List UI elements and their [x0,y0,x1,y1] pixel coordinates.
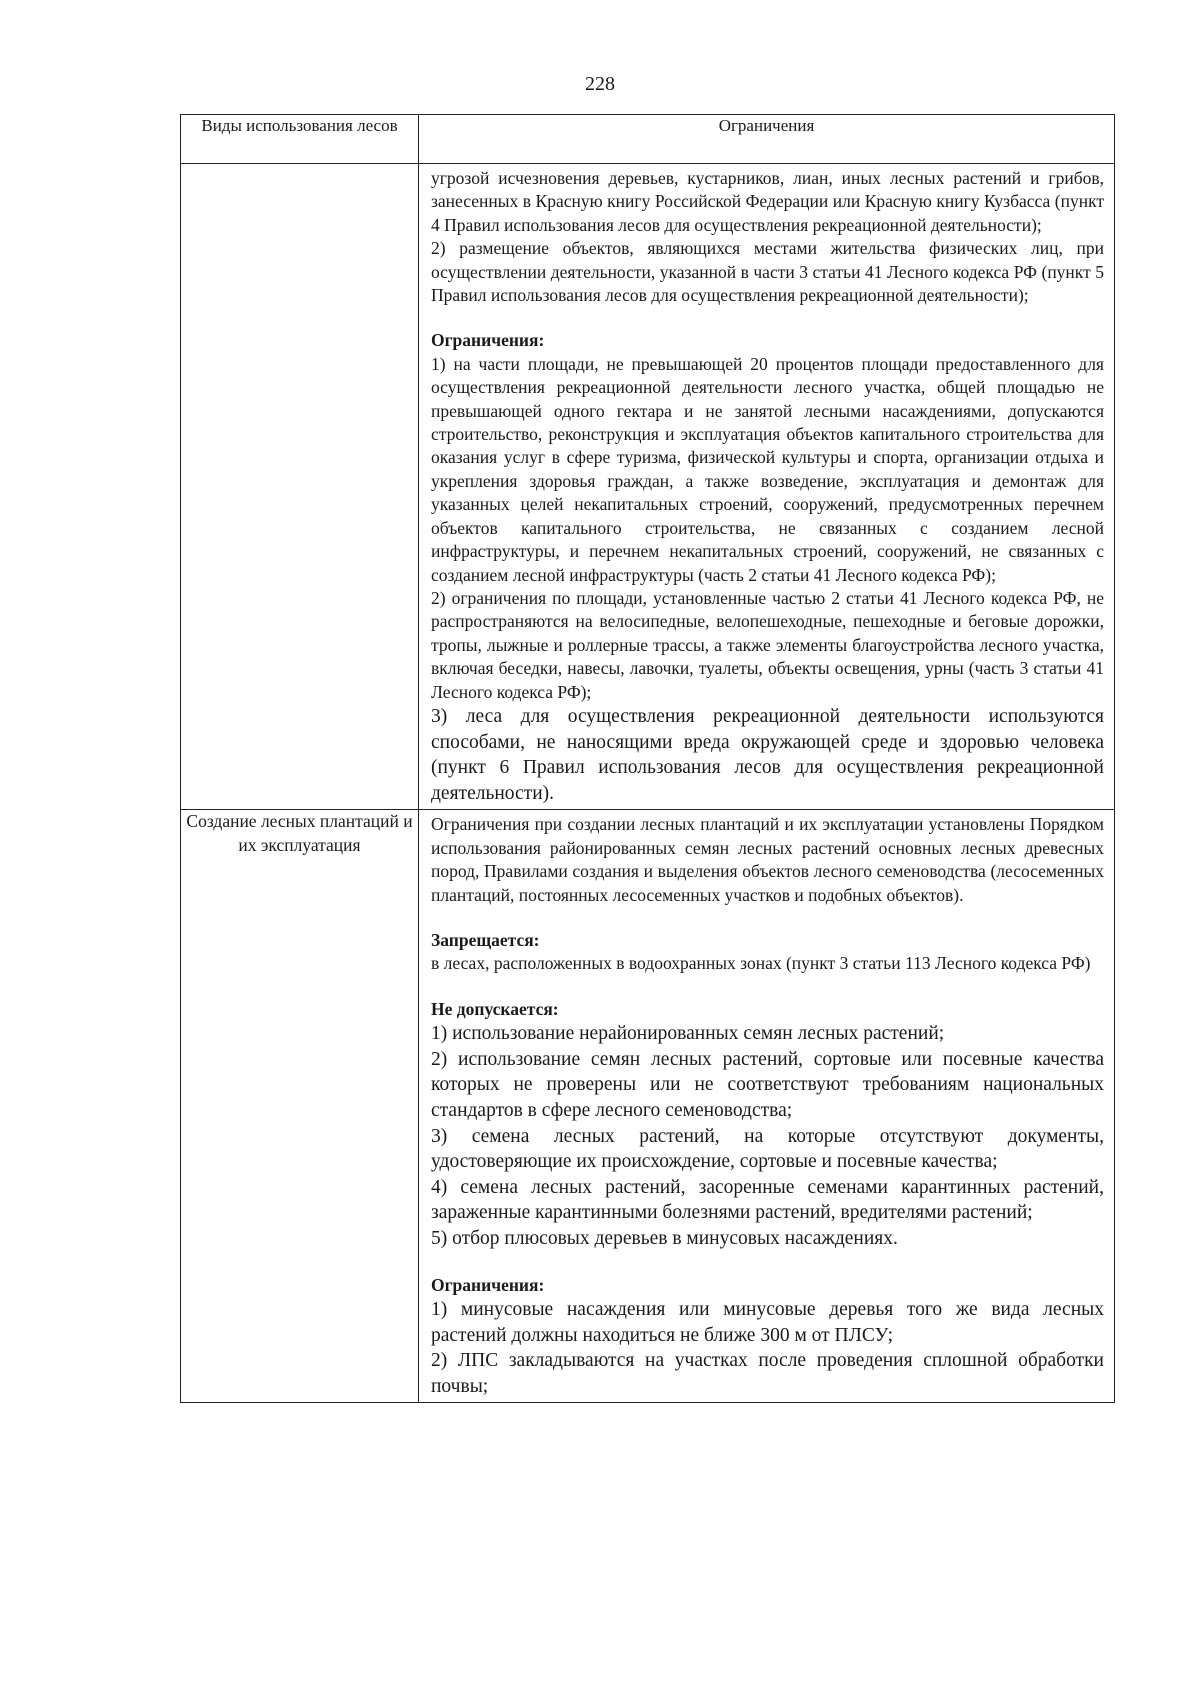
paragraph: 3) леса для осуществления рекреационной деятельности используются способами, не наносящими вреда окружающей среде и здоровью человека (пункт 6 Правил использования лесов для осуществления рекреационной деятельности). [431,705,1104,804]
restrictions-cell [419,164,1115,810]
list-item: 5) отбор плюсовых деревьев в минусовых насаждениях. [431,1227,898,1249]
list-item: 1) использование нерайонированных семян лесных растений; [431,1023,945,1045]
section-heading: Не допускается: [431,998,559,1019]
paragraph: в лесах, расположенных в водоохранных зонах (пункт 3 статьи 113 Лесного кодекса РФ) [431,953,1091,974]
table-row [181,164,1115,810]
forest-use-type-cell [181,164,419,810]
list-item: 4) семена лесных растений, засоренные семенами карантинных растений, зараженные карантинными болезнями растений, вредителями растений; [431,1176,1104,1224]
list-item: 2) ЛПС закладываются на участках после проведения сплошной обработки почвы; [431,1350,1104,1397]
paragraph: 2) ограничения по площади, установленные частью 2 статьи 41 Лесного кодекса РФ, не распространяются на велосипедные, велопешеходные, пешеходные и беговые дорожки, тропы, лыжные и роллерные трассы, а также элементы благоустройства лесного участка, включая беседки, навесы, лавочки, туалеты, объекты освещения, урны (часть 3 статьи 41 Лесного кодекса РФ); [431,587,1104,702]
page-number: 228 [585,73,615,95]
paragraph: угрозой исчезновения деревьев, кустарников, лиан, иных лесных растений и грибов, занесенных в Красную книгу Российской Федерации или Красную книгу Кузбасса (пункт 4 Правил использования лесов для осуществления рекреационной деятельности); [431,168,1104,235]
paragraph: 2) размещение объектов, являющихся местами жительства физических лиц, при осуществлении деятельности, указанной в части 3 статьи 41 Лесного кодекса РФ (пункт 5 Правил использования лесов для осуществления рекреационной деятельности); [431,238,1104,306]
forest-use-type-cell: Создание лесных плантаций и их эксплуатация [181,810,419,1403]
list-item: 1) минусовые насаждения или минусовые деревья того же вида лесных растений должны находиться не ближе 300 м от ПЛСУ; [431,1298,1104,1346]
section-heading: Ограничения: [431,330,545,351]
header-forest-use-types: Виды использования лесов [181,115,419,164]
paragraph: 1) на части площади, не превышающей 20 процентов площади предоставленного для осуществления рекреационной деятельности лесного участка, общей площадью не превышающей одного гектара и не занятой лесными насаждениями, допускаются строительство, реконструкция и эксплуатация объектов капитального строительства для оказания услуг в сфере туризма, физической культуры и спорта, организации отдыха и укрепления здоровья граждан, а также возведение, эксплуатация и демонтаж для указанных целей некапитальных строений, сооружений, предусмотренных перечнем объектов капитального строительства, не связанных с созданием лесной инфраструктуры, и перечнем некапитальных строений, сооружений, не связанных с созданием лесной инфраструктуры (часть 2 статьи 41 Лесного кодекса РФ); [431,353,1104,585]
list-item: 3) семена лесных растений, на которые отсутствуют документы, удостоверяющие их происхождение, сортовые и посевные качества; [431,1125,1104,1173]
table-row [181,810,1115,1403]
paragraph: Ограничения при создании лесных плантаций и их эксплуатации установлены Порядком использования районированных семян лесных растений основных лесных древесных пород, Правилами создания и выделения объектов лесного семеноводства (лесосеменных плантаций, постоянных лесосеменных участков и подобных объектов). [431,814,1104,905]
restrictions-cell [419,810,1115,1403]
header-restrictions: Ограничения [419,115,1115,164]
table-header-row [181,115,1115,164]
restrictions-table [180,114,1115,1403]
section-heading: Ограничения: [431,1274,545,1295]
list-item: 2) использование семян лесных растений, сортовые или посевные качества которых не проверены или не соответствуют требованиям национальных стандартов в сфере лесного семеноводства; [431,1048,1104,1121]
section-heading: Запрещается: [431,929,540,950]
